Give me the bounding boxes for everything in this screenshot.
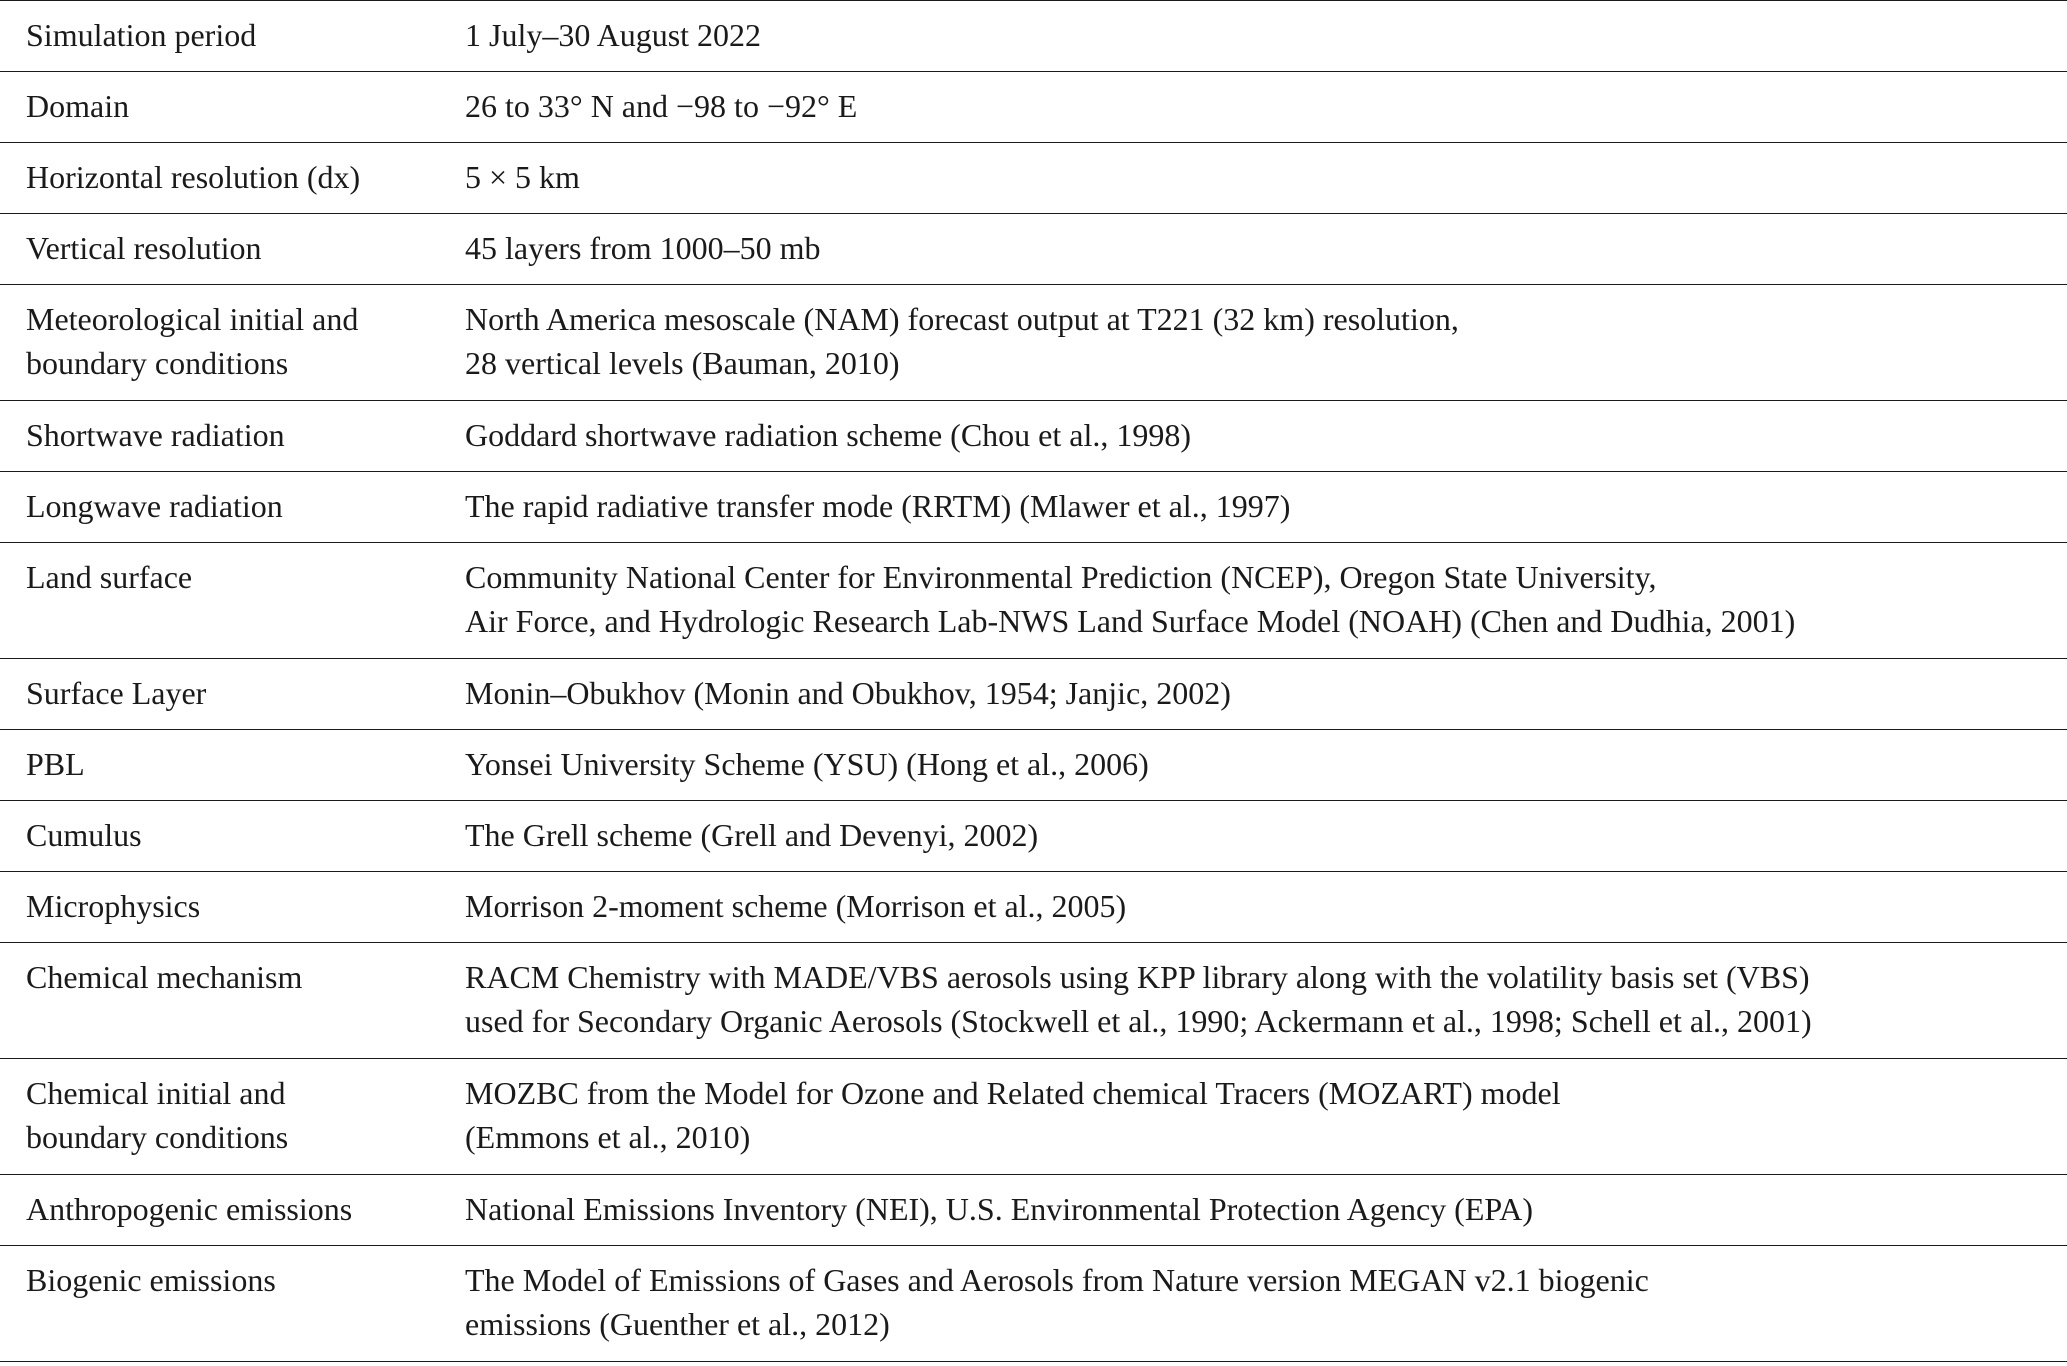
row-label-line: Land surface (26, 559, 193, 595)
row-value-line: The Model of Emissions of Gases and Aerosols from Nature version MEGAN v2.1 biogenic (465, 1262, 1649, 1298)
row-label (0, 813, 440, 871)
row-value (440, 84, 2067, 142)
row-value-line: RACM Chemistry with MADE/VBS aerosols using KPP library along with the volatility basis set (VBS) (465, 959, 1810, 995)
row-value-line: 28 vertical levels (Bauman, 2010) (465, 345, 900, 381)
row-label-line: Microphysics (26, 888, 201, 924)
row-value (440, 13, 2067, 71)
row-label-line: Simulation period (26, 17, 257, 53)
row-label-line: Cumulus (26, 817, 142, 853)
row-label-line: PBL (26, 746, 85, 782)
row-label (0, 671, 440, 729)
row-label-line: Horizontal resolution (dx) (26, 159, 361, 195)
row-label (0, 742, 440, 800)
row-label (0, 413, 440, 471)
row-value (440, 813, 2067, 871)
table-row (0, 801, 2067, 872)
table-row (0, 1, 2067, 72)
row-value (440, 555, 2067, 658)
row-value (440, 297, 2067, 400)
row-value-line: The Grell scheme (Grell and Devenyi, 2002) (465, 817, 1039, 853)
row-label-line: Biogenic emissions (26, 1262, 276, 1298)
row-label (0, 1187, 440, 1245)
table-row (0, 1175, 2067, 1246)
table-row (0, 214, 2067, 285)
table-row (0, 659, 2067, 730)
row-label-line: Chemical mechanism (26, 959, 303, 995)
table-row (0, 401, 2067, 472)
row-label (0, 484, 440, 542)
table-row (0, 285, 2067, 401)
row-value-line: The rapid radiative transfer mode (RRTM) (Mlawer et al., 1997) (465, 488, 1291, 524)
row-value (440, 484, 2067, 542)
row-value-line: emissions (Guenther et al., 2012) (465, 1306, 890, 1342)
row-label-line: boundary conditions (26, 1119, 289, 1155)
row-value-line: (Emmons et al., 2010) (465, 1119, 751, 1155)
row-label (0, 555, 440, 658)
row-label (0, 155, 440, 213)
table-row (0, 943, 2067, 1059)
table-row (0, 472, 2067, 543)
row-value (440, 671, 2067, 729)
row-label-line: Surface Layer (26, 675, 207, 711)
row-value (440, 955, 2067, 1058)
row-value-line: Morrison 2-moment scheme (Morrison et al., 2005) (465, 888, 1127, 924)
row-value (440, 226, 2067, 284)
row-value-line: Goddard shortwave radiation scheme (Chou et al., 1998) (465, 417, 1192, 453)
row-label-line: boundary conditions (26, 345, 289, 381)
row-label-line: Anthropogenic emissions (26, 1191, 353, 1227)
row-label (0, 13, 440, 71)
row-value-line: 45 layers from 1000–50 mb (465, 230, 821, 266)
row-value-line: 1 July–30 August 2022 (465, 17, 762, 53)
table-row (0, 72, 2067, 143)
row-label-line: Domain (26, 88, 130, 124)
row-value-line: Air Force, and Hydrologic Research Lab-NWS Land Surface Model (NOAH) (Chen and Dudhia, 2001) (465, 603, 1796, 639)
row-value-line: Yonsei University Scheme (YSU) (Hong et al., 2006) (465, 746, 1149, 782)
row-label (0, 1071, 440, 1174)
row-value-line: National Emissions Inventory (NEI), U.S. Environmental Protection Agency (EPA) (465, 1191, 1533, 1227)
table-row (0, 1059, 2067, 1175)
row-label (0, 884, 440, 942)
row-value-line: Community National Center for Environmental Prediction (NCEP), Oregon State University, (465, 559, 1657, 595)
table-row (0, 872, 2067, 943)
row-value-line: Monin–Obukhov (Monin and Obukhov, 1954; Janjic, 2002) (465, 675, 1231, 711)
row-label (0, 226, 440, 284)
row-label-line: Chemical initial and (26, 1075, 286, 1111)
table-row (0, 1246, 2067, 1362)
row-label-line: Vertical resolution (26, 230, 262, 266)
row-value-line: 26 to 33° N and −98 to −92° E (465, 88, 858, 124)
row-value-line: used for Secondary Organic Aerosols (Stockwell et al., 1990; Ackermann et al., 1998; Schell et al., 2001) (465, 1003, 1812, 1039)
row-value (440, 413, 2067, 471)
row-label-line: Longwave radiation (26, 488, 283, 524)
row-label (0, 955, 440, 1058)
row-label-line: Shortwave radiation (26, 417, 285, 453)
row-label-line: Meteorological initial and (26, 301, 359, 337)
row-value (440, 742, 2067, 800)
row-value-line: MOZBC from the Model for Ozone and Related chemical Tracers (MOZART) model (465, 1075, 1561, 1111)
row-value (440, 884, 2067, 942)
row-label (0, 1258, 440, 1361)
row-value-line: North America mesoscale (NAM) forecast output at T221 (32 km) resolution, (465, 301, 1459, 337)
table-row (0, 730, 2067, 801)
row-value (440, 155, 2067, 213)
row-value (440, 1187, 2067, 1245)
row-value (440, 1258, 2067, 1361)
table-row (0, 143, 2067, 214)
table-row (0, 543, 2067, 659)
row-value-line: 5 × 5 km (465, 159, 580, 195)
row-label (0, 84, 440, 142)
row-label (0, 297, 440, 400)
row-value (440, 1071, 2067, 1174)
